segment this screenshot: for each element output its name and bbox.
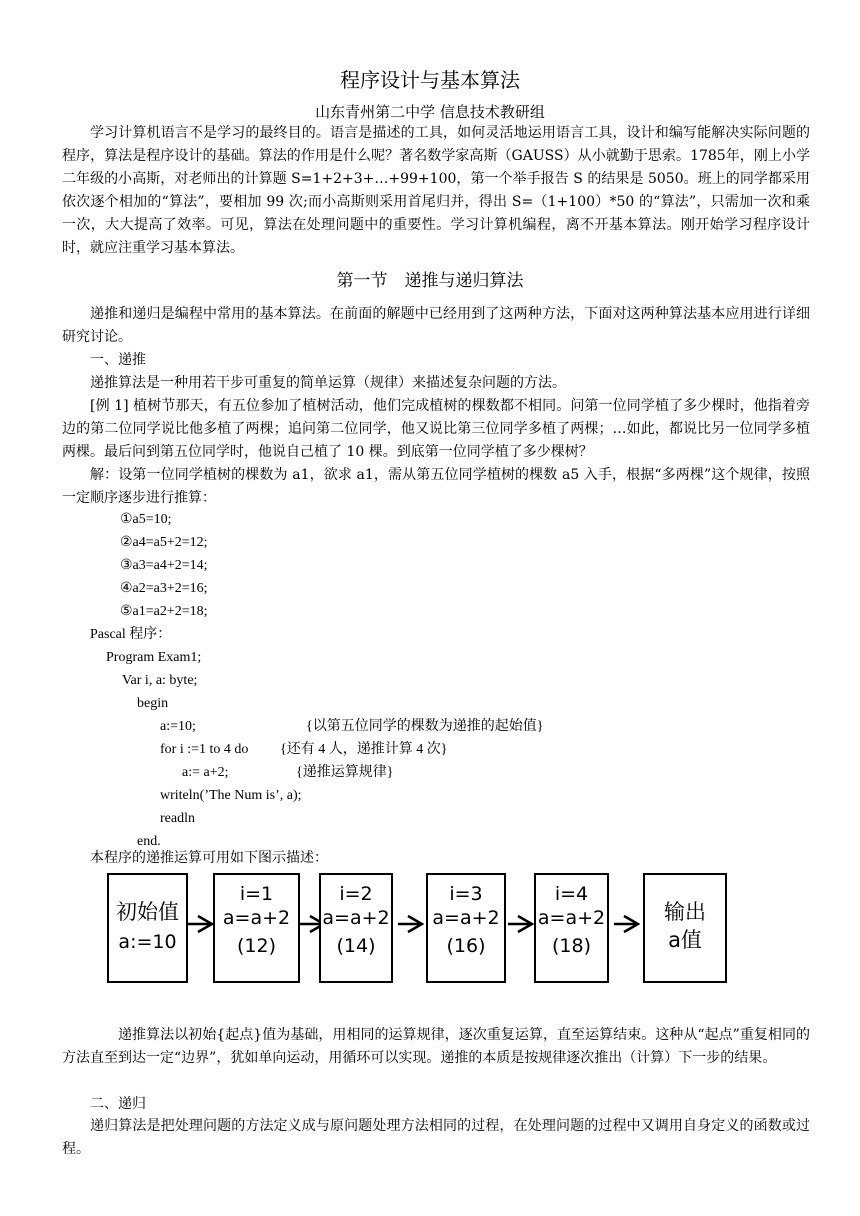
code-line-begin: begin	[137, 696, 169, 711]
diagram-box-initial	[107, 873, 188, 983]
diagram-step-1-result: (12)	[236, 935, 276, 957]
step-5: ⑤a1=a2+2=18;	[120, 604, 208, 619]
diagram-box-step-1	[213, 873, 300, 983]
diagram-box-output	[643, 873, 727, 983]
diagram-box-step-3	[426, 873, 506, 983]
diagram-step-1-index: i=1	[239, 883, 274, 905]
recurrence-definition: 递推算法是一种用若干步可重复的简单运算（规律）来描述复杂问题的方法。	[90, 375, 566, 391]
diagram-step-2-index: i=2	[339, 883, 373, 905]
code-comment-init: {以第五位同学的棵数为递推的起始值}	[306, 719, 544, 734]
step-2: ②a4=a5+2=12;	[120, 535, 208, 550]
after-diagram-paragraph: 递推算法以初始{起点}值为基础，用相同的运算规律，逐次重复运算，直至运算结束。这种从“起点”重复相同的方法直至到达一定“边界”，犹如单向运动，用循环可以实现。递推的本质是按规律逐次推出（计算）下一步的结果。	[62, 1027, 810, 1066]
arrow-icon	[396, 911, 424, 937]
diagram-box-output-value: a值	[668, 928, 702, 952]
diagram-step-2-result: (14)	[336, 935, 376, 957]
recursion-definition: 递归算法是把处理问题的方法定义成与原问题处理方法相同的过程，在处理问题的过程中又调用自身定义的函数或过程。	[62, 1118, 810, 1157]
diagram-step-4-result: (18)	[551, 935, 591, 957]
diagram-step-1-rule: a=a+2	[222, 907, 291, 929]
code-line-var: Var i, a: byte;	[122, 673, 198, 688]
diagram-box-initial-value: a:=10	[118, 931, 177, 953]
arrow-icon	[612, 911, 640, 937]
diagram-step-4-rule: a=a+2	[537, 907, 606, 929]
code-line-writeln: writeln(’The Num is’, a);	[160, 788, 302, 803]
step-1: ①a5=10;	[120, 512, 172, 527]
diagram-step-4-index: i=4	[554, 883, 589, 905]
diagram-step-3-result: (16)	[446, 935, 486, 957]
step-3: ③a3=a4+2=14;	[120, 558, 208, 573]
code-line-add: a:= a+2;	[182, 765, 229, 780]
diagram-step-3-rule: a=a+2	[432, 907, 500, 929]
diagram-box-step-2	[319, 873, 393, 983]
solution-paragraph: 解：设第一位同学植树的棵数为 a1，欲求 a1，需从第五位同学植树的棵数 a5 入手，根据“多两棵”这个规律，按照一定顺序逐步进行推算：	[62, 467, 810, 506]
intro-paragraph: 学习计算机语言不是学习的最终目的。语言是描述的工具，如何灵活地运用语言工具，设计和编写能解决实际问题的程序，算法是程序设计的基础。算法的作用是什么呢？著名数学家高斯（GAUSS）从小就勤于思索。1785年，刚上小学二年级的小高斯，对老师出的计算题 S=1+2+3+…+99+100，第一个举手报告 S 的结果是 5050。班上的同学都采用依次逐个相加的“算法”，要相加 99 次;而小高斯则采用首尾归并，得出 S=（1+100）*50 的“算法”，只需加一次和乘一次，大大提高了效率。可见，算法在处理问题中的重要性。学习计算机编程，离不开基本算法。刚开始学习程序设计时，就应注重学习基本算法。	[62, 125, 810, 256]
step-4: ④a2=a3+2=16;	[120, 581, 208, 596]
section-intro-paragraph: 递推和递归是编程中常用的基本算法。在前面的解题中已经用到了这两种方法，下面对这两种算法基本应用进行详细研究讨论。	[62, 306, 810, 345]
diagram-box-output-label: 输出	[664, 900, 706, 924]
arrow-icon	[506, 911, 534, 937]
section-title: 第一节 递推与递归算法	[336, 271, 524, 291]
pascal-label: Pascal 程序：	[90, 627, 172, 642]
diagram-step-3-index: i=3	[449, 883, 483, 905]
diagram-step-2-rule: a=a+2	[322, 907, 390, 929]
document-subtitle: 山东青州第二中学 信息技术教研组	[315, 103, 545, 121]
arrow-icon	[186, 911, 214, 937]
code-line-end: end.	[137, 834, 161, 849]
diagram-box-step-4	[534, 873, 609, 983]
document-title: 程序设计与基本算法	[340, 68, 520, 92]
code-line-for: for i :=1 to 4 do	[160, 742, 249, 757]
code-line-readln: readln	[160, 811, 195, 826]
example-paragraph: [例 1] 植树节那天，有五位参加了植树活动，他们完成植树的棵数都不相同。问第一位同学植了多少棵时，他指着旁边的第二位同学说比他多植了两棵；追问第二位同学，他又说比第三位同学多植了两棵；…如此，都说比另一位同学多植两棵。最后问到第五位同学时，他说自己植了 10 棵。到底第一位同学植了多少棵树？	[62, 398, 810, 460]
code-comment-for: {还有 4 人，递推计算 4 次}	[280, 742, 448, 757]
heading-recursion: 二、递归	[90, 1096, 146, 1112]
diagram-caption: 本程序的递推运算可用如下图示描述：	[90, 850, 328, 866]
heading-recurrence: 一、递推	[90, 352, 146, 368]
diagram-box-initial-label: 初始值	[116, 900, 179, 924]
code-line-init: a:=10;	[160, 719, 196, 734]
code-line-program: Program Exam1;	[106, 650, 202, 665]
code-comment-add: {递推运算规律}	[296, 765, 394, 780]
